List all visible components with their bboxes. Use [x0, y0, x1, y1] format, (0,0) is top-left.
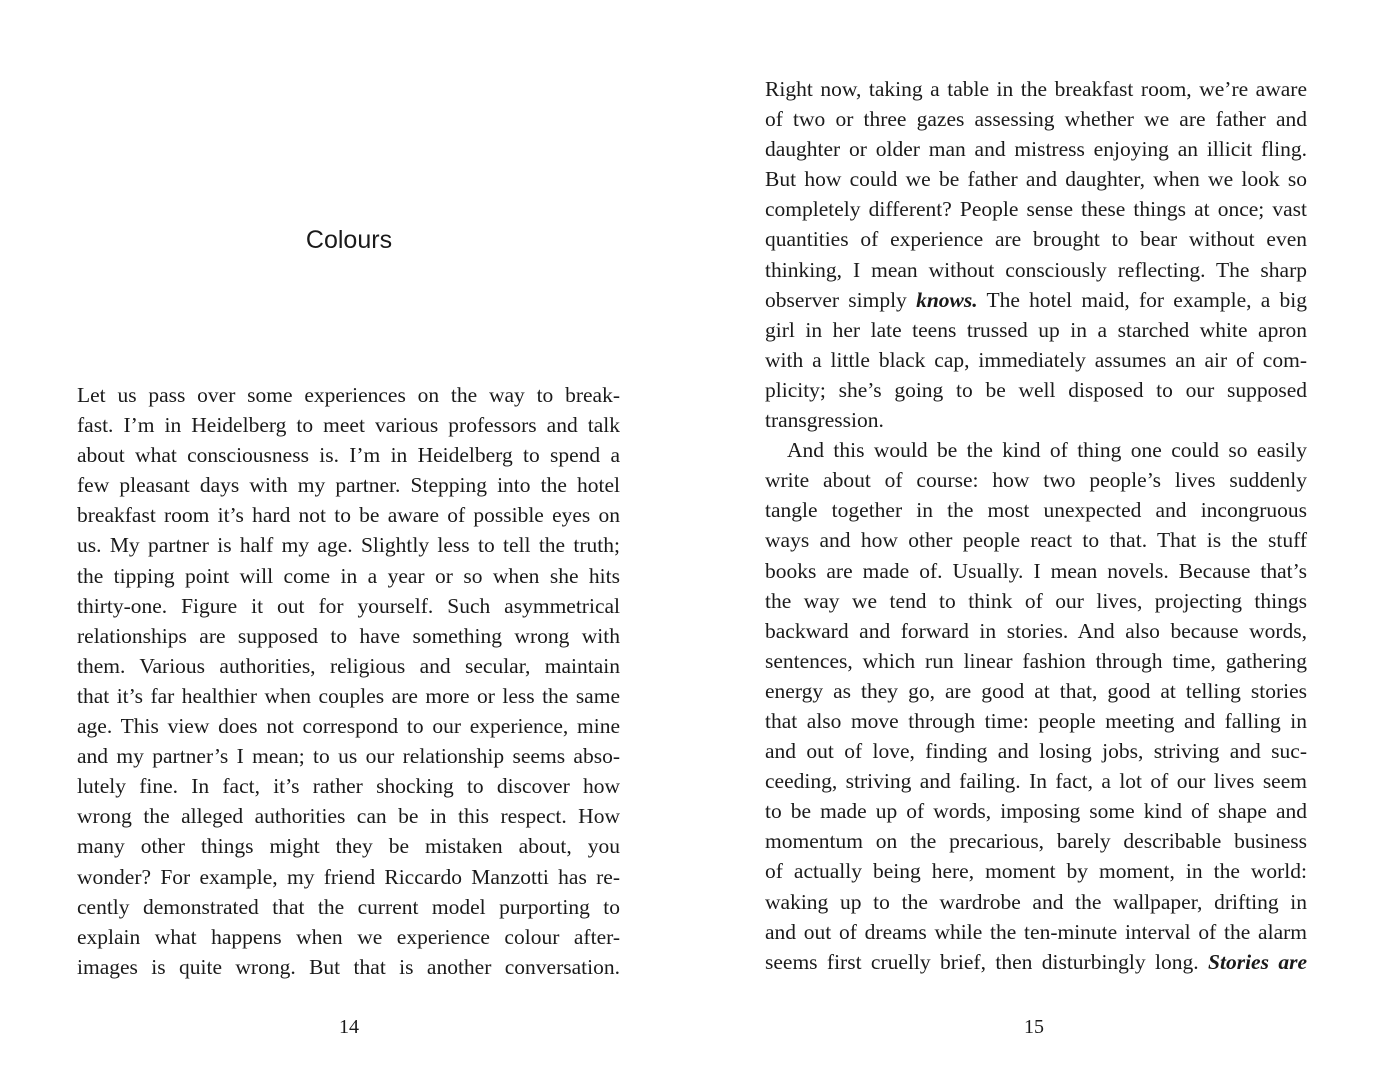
text-line: backward and forward in stories. And also because words, [765, 618, 1307, 643]
text-line: energy as they go, are good at that, good at telling stories [765, 678, 1307, 703]
text-line: transgression. [765, 408, 884, 433]
text-line: Let us pass over some experiences on the way to break- [77, 383, 620, 407]
text-line: explain what happens when we experience colour after- [77, 924, 620, 949]
left-page [0, 0, 691, 1080]
text-line: and out of love, finding and losing jobs, striving and suc- [765, 739, 1307, 764]
text-line: Right now, taking a table in the breakfast room, we’re aware [765, 77, 1307, 101]
text-line: And this would be the kind of thing one could so easily [787, 438, 1307, 463]
left-page-body [77, 380, 620, 982]
text-line: about what consciousness is. I’m in Heidelberg to spend a [77, 443, 620, 468]
text-line: with a little black cap, immediately assumes an air of com- [765, 347, 1307, 372]
text-line: breakfast room it’s hard not to be aware of possible eyes on [77, 503, 620, 528]
text-line: and out of dreams while the ten-minute interval of the alarm [765, 919, 1307, 944]
text-line: few pleasant days with my partner. Stepping into the hotel [77, 473, 620, 498]
text-line: waking up to the wardrobe and the wallpaper, drifting in [765, 889, 1307, 914]
text-line: and my partner’s I mean; to us our relationship seems abso- [77, 744, 620, 769]
text-line: them. Various authorities, religious and secular, maintain [77, 653, 620, 678]
text-line: write about of course: how two people’s lives suddenly [765, 468, 1307, 493]
text-line: fast. I’m in Heidelberg to meet various professors and talk [77, 413, 620, 438]
text-line: wrong the alleged authorities can be in this respect. How [77, 804, 620, 829]
text-line: ways and how other people react to that. That is the stuff [765, 528, 1307, 553]
text-line: momentum on the precarious, barely describable business [765, 829, 1307, 854]
text-line: tangle together in the most unexpected and incongruous [765, 498, 1307, 523]
text-line: many other things might they be mistaken about, you [77, 834, 620, 859]
chapter-title: Colours [305, 226, 393, 254]
emphasis-knows: knows. [916, 287, 978, 312]
text-line: thinking, I mean without consciously reflecting. The sharp [765, 257, 1307, 282]
text-line: completely different? People sense these things at once; vast [765, 197, 1307, 222]
text-line: to be made up of words, imposing some kind of shape and [765, 799, 1307, 824]
text-line-with-emphasis [765, 947, 1307, 977]
text-line: us. My partner is half my age. Slightly less to tell the truth; [77, 533, 620, 558]
text-line: the tipping point will come in a year or so when she hits [77, 563, 620, 588]
text-line: wonder? For example, my friend Riccardo Manzotti has re- [77, 864, 620, 889]
text-fragment: The hotel maid, for example, a big [986, 287, 1307, 312]
text-fragment: observer simply [765, 287, 907, 312]
text-line: age. This view does not correspond to our experience, mine [77, 714, 620, 739]
text-line: plicity; she’s going to be well disposed to our supposed [765, 377, 1307, 402]
text-line: of actually being here, moment by moment, in the world: [765, 859, 1307, 884]
text-line: quantities of experience are brought to bear without even [765, 227, 1307, 252]
text-line: relationships are supposed to have something wrong with [77, 623, 620, 648]
text-line: the way we tend to think of our lives, projecting things [765, 588, 1307, 613]
text-line: daughter or older man and mistress enjoying an illicit fling. [765, 137, 1307, 162]
text-line: ceeding, striving and failing. In fact, a lot of our lives seem [765, 769, 1307, 794]
page-number-right: 15 [1024, 1016, 1044, 1038]
right-page-body [765, 74, 1307, 977]
right-page [691, 0, 1383, 1080]
text-line: But how could we be father and daughter, when we look so [765, 167, 1307, 192]
text-line: cently demonstrated that the current model purporting to [77, 894, 620, 919]
page-number-left: 14 [339, 1016, 359, 1038]
text-line: books are made of. Usually. I mean novels. Because that’s [765, 558, 1307, 583]
text-line: sentences, which run linear fashion through time, gathering [765, 648, 1307, 673]
text-line: that it’s far healthier when couples are more or less the same [77, 683, 620, 708]
text-line: girl in her late teens trussed up in a starched white apron [765, 317, 1307, 342]
text-fragment: seems first cruelly brief, then disturbingly long. [765, 949, 1199, 974]
text-line-with-emphasis [765, 285, 1307, 315]
text-line: lutely fine. In fact, it’s rather shocking to discover how [77, 774, 620, 799]
emphasis-stories-are: Stories are [1208, 949, 1308, 974]
text-line: that also move through time: people meeting and falling in [765, 708, 1307, 733]
text-line: thirty-one. Figure it out for yourself. Such asymmetrical [77, 593, 620, 618]
text-line: of two or three gazes assessing whether we are father and [765, 107, 1307, 132]
text-line: images is quite wrong. But that is another conversation. [77, 954, 620, 979]
